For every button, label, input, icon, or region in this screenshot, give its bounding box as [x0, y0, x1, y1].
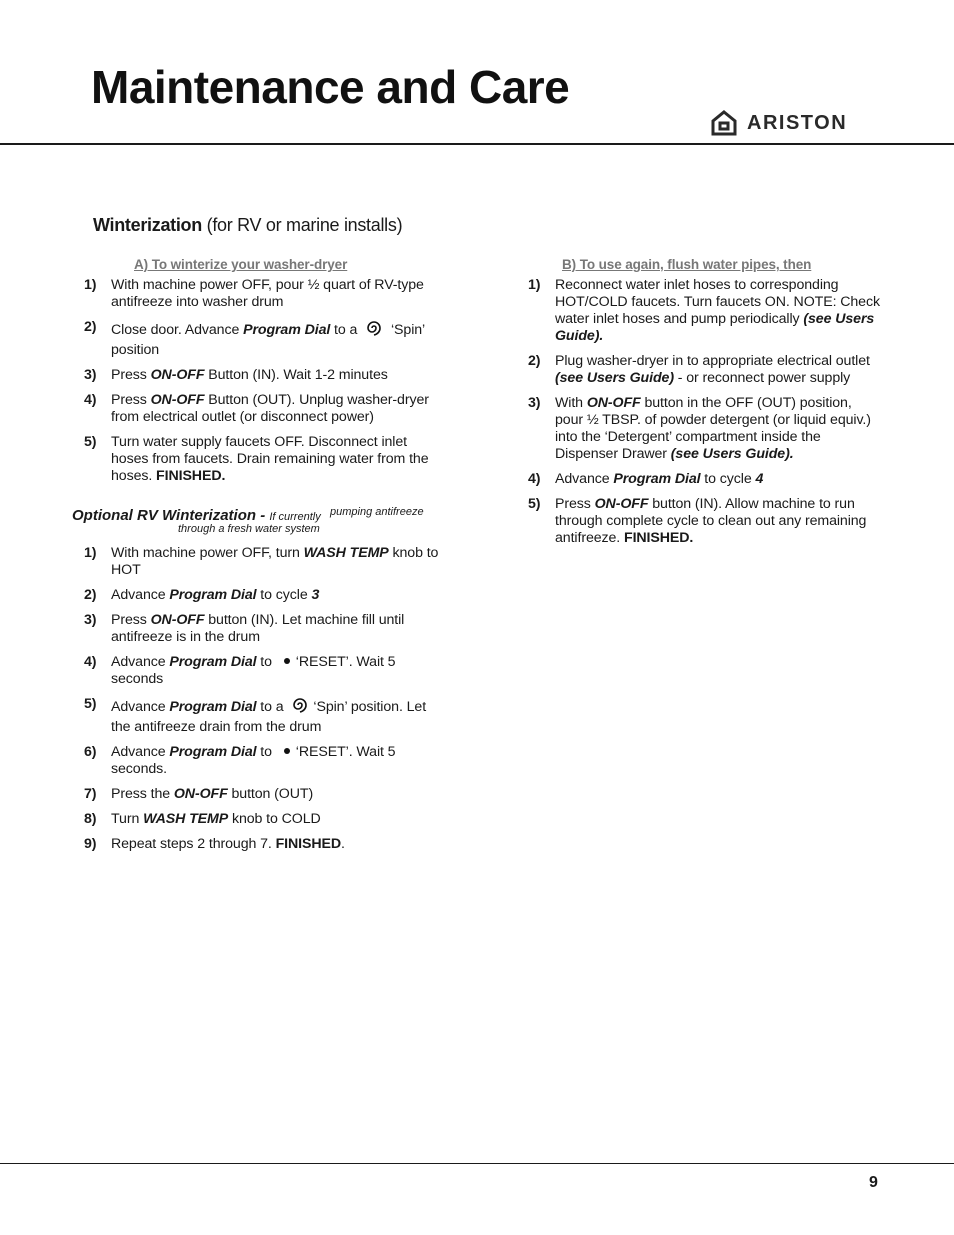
list-item: 3) Press ON-OFF Button (IN). Wait 1-2 minutes	[84, 367, 388, 383]
page-title: Maintenance and Care	[91, 61, 570, 113]
list-item: 3) Press ON-OFF button (IN). Let machine fill until antifreeze is in the drum	[84, 612, 405, 645]
optional-heading: Optional RV Winterization - If currently	[72, 507, 321, 524]
optional-note-line1: pumping antifreeze	[330, 506, 424, 518]
part-b-steps	[528, 277, 882, 555]
list-item: 6) Advance Program Dial to ‘RESET’. Wait 5 seconds.	[84, 744, 396, 777]
list-item: 1) Reconnect water inlet hoses to corresponding HOT/COLD faucets. Turn faucets ON. NOTE: Check water inlet hoses and pump periodically (see Users Guide).	[528, 277, 880, 344]
list-item: 2) Close door. Advance Program Dial to a ‘Spin’ position	[84, 319, 425, 358]
list-item: 4) Advance Program Dial to cycle 4	[528, 471, 764, 487]
page-number: 9	[869, 1174, 878, 1191]
header-divider	[0, 143, 954, 145]
part-b-heading: B) To use again, flush water pipes, then	[562, 257, 812, 272]
list-item: 8) Turn WASH TEMP knob to COLD	[84, 811, 321, 827]
optional-steps	[84, 545, 440, 861]
list-item: 5) Advance Program Dial to a ‘Spin’ position. Let the antifreeze drain from the drum	[84, 696, 427, 735]
ariston-house-logo-icon	[711, 110, 737, 136]
list-item: 1) With machine power OFF, pour ½ quart of RV-type antifreeze into washer drum	[84, 277, 424, 310]
section-title	[93, 215, 402, 236]
brand-name: ARISTON	[747, 111, 848, 134]
footer-divider	[0, 1163, 954, 1164]
part-a-steps	[84, 277, 440, 493]
list-item: 5) Turn water supply faucets OFF. Disconnect inlet hoses from faucets. Drain remaining water from the hoses. FINISHED.	[84, 434, 429, 484]
list-item: 9) Repeat steps 2 through 7. FINISHED.	[84, 836, 345, 852]
list-item: 2) Advance Program Dial to cycle 3	[84, 587, 320, 603]
part-a-heading: A) To winterize your washer-dryer	[134, 257, 348, 272]
list-item: 7) Press the ON-OFF button (OUT)	[84, 786, 314, 802]
section-title-rest: (for RV or marine installs)	[201, 215, 403, 235]
list-item: 2) Plug washer-dryer in to appropriate electrical outlet (see Users Guide) - or reconnect power supply	[528, 353, 870, 386]
spin-spiral-icon	[290, 696, 310, 719]
optional-note-line2: through a fresh water system	[178, 523, 320, 535]
list-item: 5) Press ON-OFF button (IN). Allow machine to run through complete cycle to clean out any remaining antifreeze. FINISHED.	[528, 496, 867, 546]
list-item: 1) With machine power OFF, turn WASH TEMP knob to HOT	[84, 545, 439, 578]
list-item: 4) Advance Program Dial to ‘RESET’. Wait 5 seconds	[84, 654, 396, 687]
list-item: 4) Press ON-OFF Button (OUT). Unplug washer-dryer from electrical outlet (or disconnect power)	[84, 392, 429, 425]
brand-logo	[711, 110, 847, 136]
section-title-bold: Winterization	[93, 215, 202, 235]
reset-dot-icon	[284, 748, 290, 754]
spin-spiral-icon	[364, 319, 384, 342]
reset-dot-icon	[284, 658, 290, 664]
list-item: 3) With ON-OFF button in the OFF (OUT) position, pour ½ TBSP. of powder detergent (or liquid equiv.) into the ‘Detergent’ compartment inside the Dispenser Drawer (see Users Guide).	[528, 395, 871, 462]
